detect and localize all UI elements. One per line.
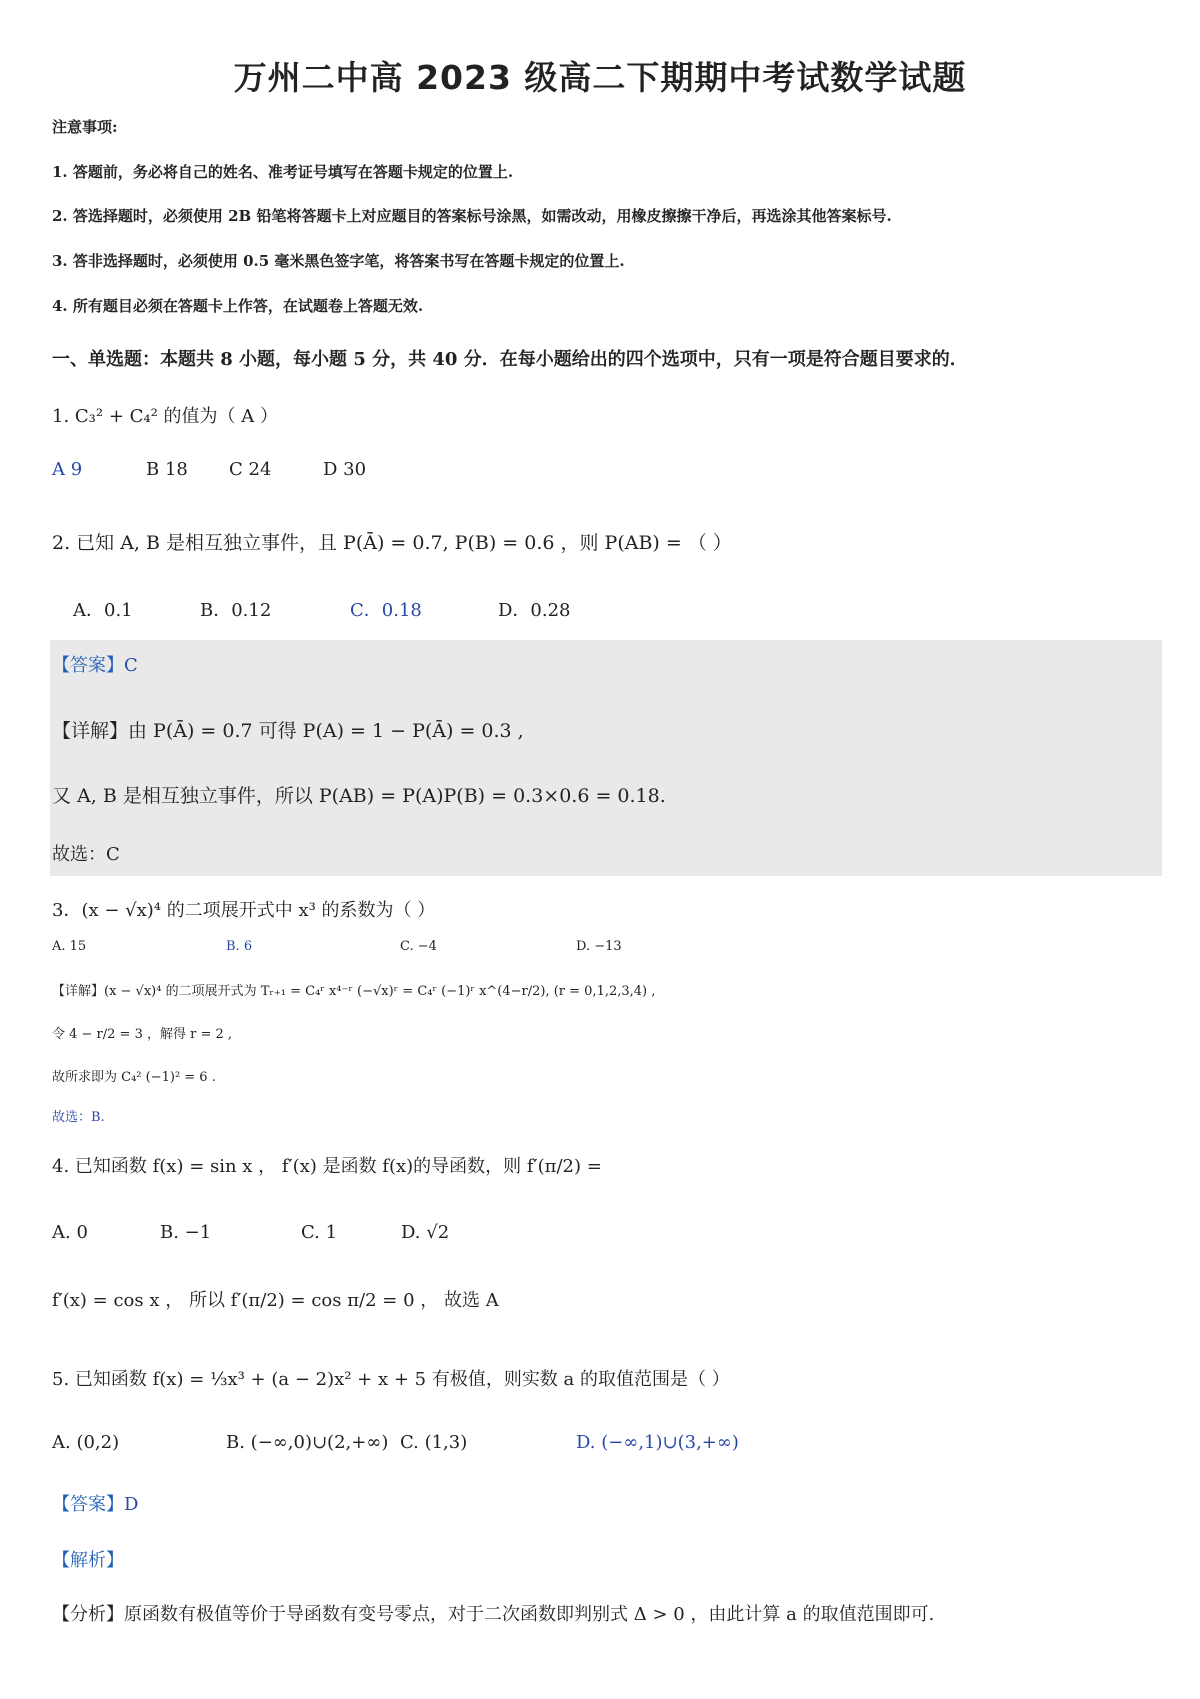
q5-option-d: D. (−∞,1)∪(3,+∞) [576,1432,739,1453]
q3-choice: 故选：B. [52,1110,105,1125]
q4-option-d: D. √2 [401,1222,450,1243]
q4-solution: f′(x) = cos x ， 所以 f′(π/2) = cos π/2 = 0 ， 故选 A [52,1290,499,1311]
q4-option-b: B. −1 [160,1222,212,1243]
q1-option-c: C 24 [229,459,272,480]
q5-analysis-label: 【解析】 [52,1550,124,1571]
q1-option-a: A 9 [52,459,83,480]
question-4-stem: 4. 已知函数 f(x) = sin x ， f′(x) 是函数 f(x)的导函数，则 f′(π/2) = [52,1156,602,1177]
question-3-stem: 3．(x − √x)⁴ 的二项展开式中 x³ 的系数为（ ） [52,900,436,921]
q1-option-b: B 18 [146,459,188,480]
section-heading: 一、单选题：本题共 8 小题，每小题 5 分，共 40 分．在每小题给出的四个选项中，只有一项是符合题目要求的． [52,349,968,370]
q4-option-c: C. 1 [301,1222,338,1243]
answer-label: 【答案】 [52,1494,124,1515]
q2-option-c: C．0.18 [350,600,422,621]
q5-option-b: B. (−∞,0)∪(2,+∞) [226,1432,389,1453]
answer-value: D [124,1494,139,1515]
q2-detail-2: 又 A, B 是相互独立事件，所以 P(AB) = P(A)P(B) = 0.3×0.6 = 0.18. [52,785,666,807]
q5-fenxi [52,1600,934,1626]
q3-option-d: D. −13 [576,939,622,954]
q3-detail-1: 【详解】(x − √x)⁴ 的二项展开式为 Tᵣ₊₁ = C₄ʳ x⁴⁻ʳ (−√x)ʳ = C₄ʳ (−1)ʳ x^(4−r/2), (r = 0,1,2,3,4) , [52,984,656,999]
q2-option-b: B．0.12 [200,600,272,621]
q2-answer [52,651,138,677]
notice-item-2: 2. 答选择题时，必须使用 2B 铅笔将答题卡上对应题目的答案标号涂黑，如需改动，用橡皮擦擦干净后，再选涂其他答案标号. [52,207,892,225]
q2-option-a: A．0.1 [73,600,133,621]
notice-item-4: 4. 所有题目必须在答题卡上作答，在试题卷上答题无效. [52,297,424,315]
q5-answer [52,1490,138,1516]
q3-option-c: C. −4 [400,939,437,954]
answer-box [50,640,1162,876]
q2-detail-1 [52,716,524,743]
answer-value: C [124,655,138,676]
q3-option-b: B. 6 [226,939,253,954]
question-2-stem: 2. 已知 A, B 是相互独立事件，且 P(Ā) = 0.7, P(B) = 0.6 ，则 P(AB) = （ ） [52,532,732,554]
q3-option-a: A. 15 [52,939,87,954]
q4-option-a: A. 0 [52,1222,88,1243]
q1-option-d: D 30 [323,459,367,480]
q2-option-d: D．0.28 [498,600,571,621]
notice-item-1: 1. 答题前，务必将自己的姓名、准考证号填写在答题卡规定的位置上. [52,163,514,181]
q3-detail-3: 故所求即为 C₄² (−1)² = 6 . [52,1070,216,1085]
q2-choice: 故选：C [52,844,120,865]
q5-option-a: A. (0,2) [52,1432,120,1453]
detail-label: 【详解】 [52,720,129,742]
answer-label: 【答案】 [52,655,124,676]
q5-option-c: C. (1,3) [400,1432,468,1453]
question-1-stem: 1. C₃² + C₄² 的值为（ A ） [52,406,278,427]
q3-detail-2: 令 4 − r/2 = 3 ，解得 r = 2 , [52,1027,233,1042]
fenxi-text: 原函数有极值等价于导函数有变号零点，对于二次函数即判别式 Δ > 0 ，由此计算 a 的取值范围即可. [124,1604,935,1625]
notice-heading: 注意事项: [52,118,118,136]
page-title: 万州二中高 2023 级高二下期期中考试数学试题 [233,58,967,97]
notice-item-3: 3. 答非选择题时，必须使用 0.5 毫米黑色签字笔，将答案书写在答题卡规定的位置上. [52,252,625,270]
question-5-stem: 5. 已知函数 f(x) = ⅓x³ + (a − 2)x² + x + 5 有极值，则实数 a 的取值范围是（ ） [52,1369,730,1390]
detail-text: 由 P(Ā) = 0.7 可得 P(A) = 1 − P(Ā) = 0.3 , [128,720,524,742]
fenxi-label: 【分析】 [52,1604,124,1625]
